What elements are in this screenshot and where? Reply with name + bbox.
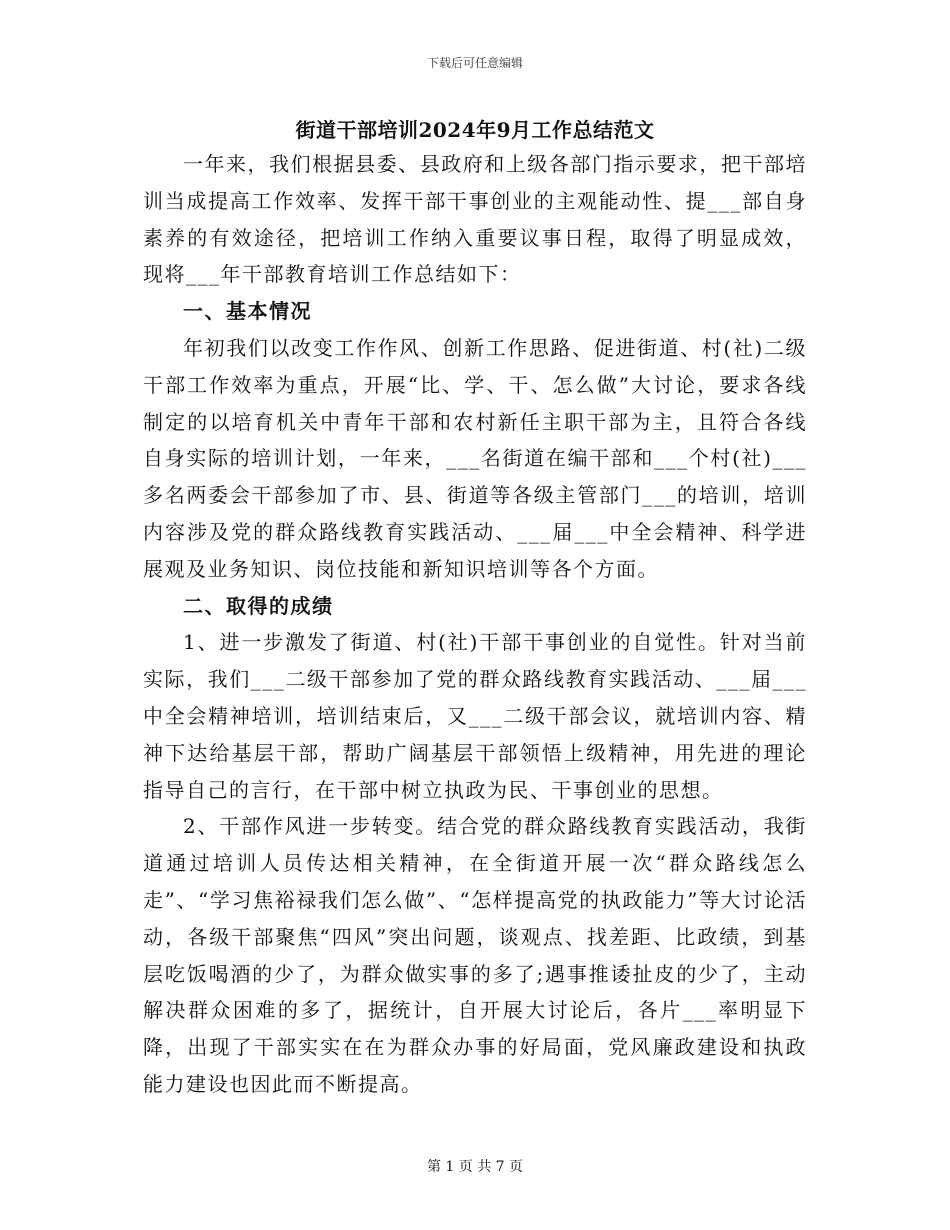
section-heading-achievements: 二、取得的成绩 (183, 593, 334, 618)
basic-situation-paragraph: 年初我们以改变工作作风、创新工作思路、促进街道、村(社)二级干部工作效率为重点，开展“比、学、干、怎么做”大讨论，要求各线制定的以培育机关中青年干部和农村新任主职干部为主，且符合各线自身实际的培训计划，一年来，___名街道在编干部和___个村(社)___多名两委会干部参加了市、县、街道等各级主管部门___的培训，培训内容涉及党的群众路线教育实践活动、___届___中全会精神、科学进展观及业务知识、岗位技能和新知识培训等各个方面。 (143, 335, 807, 581)
achievement-paragraph-2: 2、干部作风进一步转变。结合党的群众路线教育实践活动，我街道通过培训人员传达相关精神，在全街道开展一次“群众路线怎么走”、“学习焦裕禄我们怎么做”、“怎样提高党的执政能力”等大讨论活动，各级干部聚焦“四风”突出问题，谈观点、找差距、比政绩，到基层吃饭喝酒的少了，为群众做实事的多了;遇事推诿扯皮的少了，主动解决群众困难的多了，据统计，自开展大讨论后，各片___率明显下降，出现了干部实实在在为群众办事的好局面，党风廉政建设和执政能力建设也因此而不断提高。 (143, 814, 807, 1096)
header-note: 下载后可任意编辑 (426, 56, 523, 70)
page-footer: 第 1 页 共 7 页 (426, 1159, 524, 1175)
achievement-paragraph-1: 1、进一步激发了街道、村(社)干部干事创业的自觉性。针对当前实际，我们___二级干部参加了党的群众路线教育实践活动、___届___中全会精神培训，培训结束后，又___二级干部会议，就培训内容、精神下达给基层干部，帮助广阔基层干部领悟上级精神，用先进的理论指导自己的言行，在干部中树立执政为民、干事创业的思想。 (143, 630, 807, 802)
document-title: 街道干部培训2024年9月工作总结范文 (295, 118, 655, 142)
intro-paragraph: 一年来，我们根据县委、县政府和上级各部门指示要求，把干部培训当成提高工作效率、发挥干部干事创业的主观能动性、提___部自身素养的有效途径，把培训工作纳入重要议事日程，取得了明显成效，现将___年干部教育培训工作总结如下： (143, 152, 807, 287)
section-heading-basic-situation: 一、基本情况 (183, 299, 312, 324)
document-body (143, 146, 807, 1103)
